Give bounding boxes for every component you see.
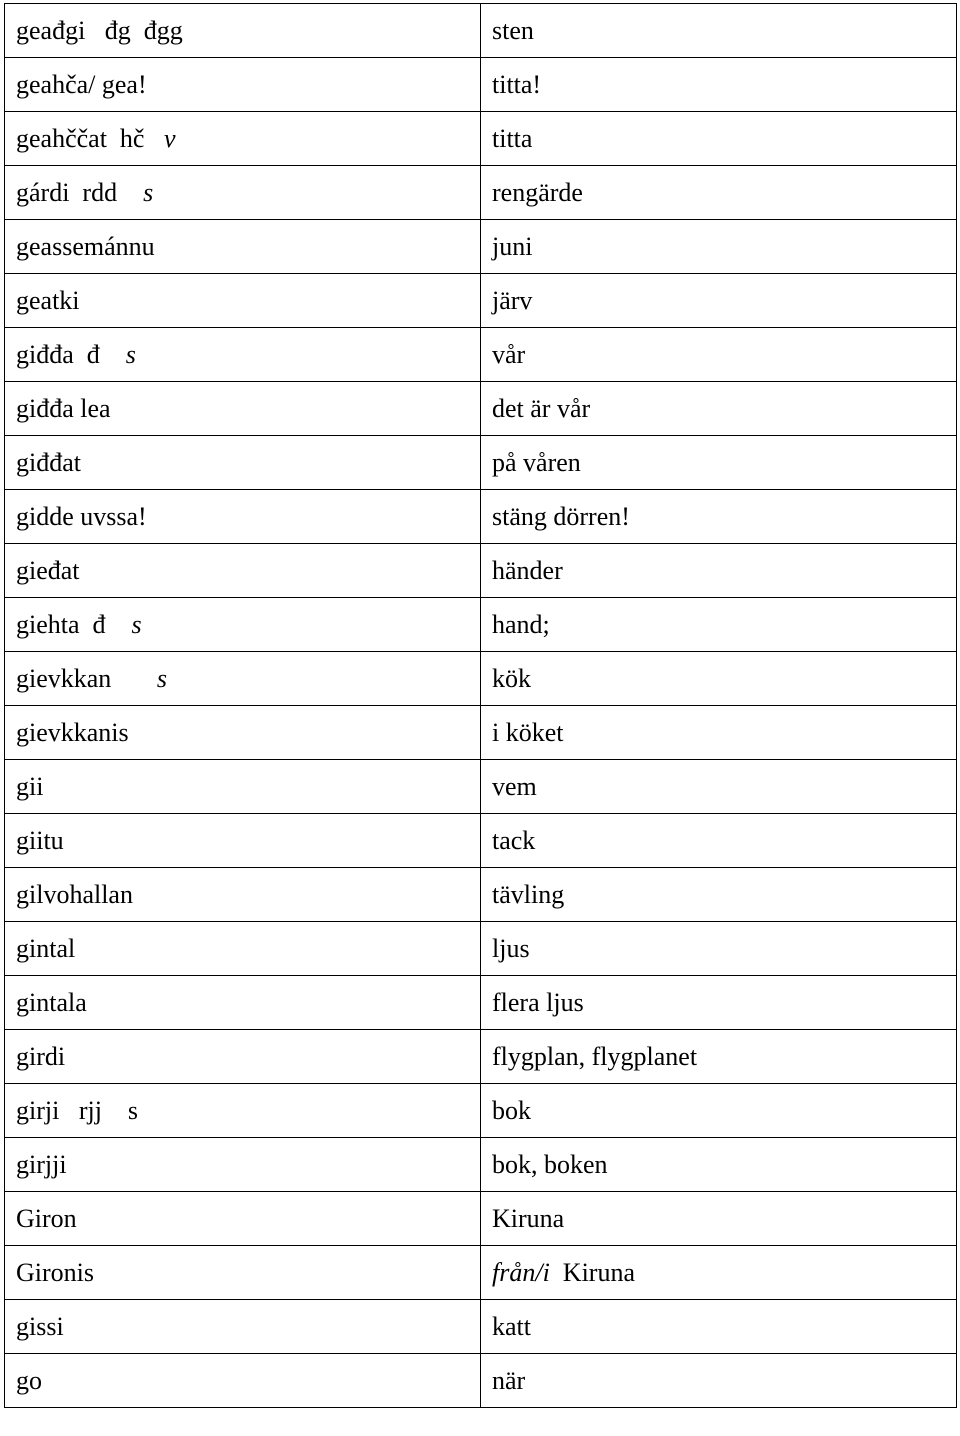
sami-term-cell [5,328,481,382]
term-text: titta! [492,69,542,99]
swedish-translation-cell [481,220,957,274]
swedish-translation-cell [481,274,957,328]
glossary-row [5,814,957,868]
glossary-row [5,382,957,436]
term-text: Kiruna [492,1203,565,1233]
term-text: hand; [492,609,550,639]
term-text: giđđa đ [16,339,126,369]
sami-term-cell [5,1084,481,1138]
term-text: rengärde [492,177,583,207]
sami-term-cell [5,1354,481,1408]
term-text: i köket [492,717,564,747]
swedish-translation-cell [481,4,957,58]
term-text: geassemánnu [16,231,155,261]
term-text: gárdi rdd [16,177,144,207]
sami-term-cell [5,490,481,544]
glossary-row [5,868,957,922]
swedish-translation-cell [481,814,957,868]
swedish-translation-cell [481,112,957,166]
glossary-row [5,220,957,274]
sami-term-cell [5,1246,481,1300]
swedish-translation-cell [481,652,957,706]
term-text: girdi [16,1041,66,1071]
glossary-row [5,922,957,976]
sami-term-cell [5,598,481,652]
sami-term-cell [5,436,481,490]
term-text: gieđat [16,555,80,585]
term-text: tack [492,825,536,855]
glossary-row [5,760,957,814]
term-text: geađgi đg đgg [16,15,183,45]
term-text: när [492,1365,526,1395]
sami-term-cell [5,1192,481,1246]
italic-text: s [125,339,136,369]
term-text: sten [492,15,534,45]
italic-text: v [163,123,176,153]
term-text: go [16,1365,42,1395]
glossary-row [5,166,957,220]
glossary-row [5,976,957,1030]
term-text: juni [492,231,533,261]
sami-term-cell [5,868,481,922]
sami-term-cell [5,274,481,328]
sami-term-cell [5,1300,481,1354]
glossary-row [5,112,957,166]
sami-term-cell [5,814,481,868]
sami-term-cell [5,58,481,112]
swedish-translation-cell [481,1354,957,1408]
swedish-translation-cell [481,544,957,598]
glossary-row [5,274,957,328]
italic-text: från/i [492,1257,550,1287]
term-text: titta [492,123,533,153]
swedish-translation-cell [481,598,957,652]
glossary-row [5,1354,957,1408]
term-text: vår [492,339,526,369]
glossary-row [5,598,957,652]
sami-term-cell [5,1030,481,1084]
term-text: gidde uvssa! [16,501,147,531]
sami-term-cell [5,382,481,436]
glossary-table [4,3,957,1408]
swedish-translation-cell [481,166,957,220]
term-text: geahččat hč [16,123,164,153]
glossary-row [5,436,957,490]
term-text: Kiruna [549,1257,635,1287]
swedish-translation-cell [481,706,957,760]
term-text: bok, boken [492,1149,608,1179]
term-text: gii [16,771,44,801]
term-text: geatki [16,285,80,315]
term-text: järv [492,285,533,315]
italic-text: s [156,663,167,693]
swedish-translation-cell [481,1300,957,1354]
glossary-row [5,1300,957,1354]
term-text: tävling [492,879,565,909]
swedish-translation-cell [481,922,957,976]
term-text: giđđat [16,447,81,477]
sami-term-cell [5,976,481,1030]
term-text: katt [492,1311,531,1341]
term-text: flygplan, flygplanet [492,1041,698,1071]
swedish-translation-cell [481,1030,957,1084]
sami-term-cell [5,544,481,598]
term-text: ljus [492,933,530,963]
term-text: flera ljus [492,987,584,1017]
swedish-translation-cell [481,976,957,1030]
term-text: gievkkanis [16,717,129,747]
term-text: giđđa lea [16,393,111,423]
swedish-translation-cell [481,58,957,112]
glossary-row [5,1192,957,1246]
term-text: Giron [16,1203,77,1233]
glossary-row [5,1138,957,1192]
swedish-translation-cell [481,328,957,382]
swedish-translation-cell [481,1084,957,1138]
glossary-row [5,544,957,598]
term-text: gintala [16,987,87,1017]
glossary-row [5,328,957,382]
sami-term-cell [5,922,481,976]
sami-term-cell [5,166,481,220]
sami-term-cell [5,220,481,274]
term-text: gilvohallan [16,879,133,909]
sami-term-cell [5,112,481,166]
sami-term-cell [5,760,481,814]
term-text: gissi [16,1311,64,1341]
term-text: giehta đ [16,609,132,639]
swedish-translation-cell [481,382,957,436]
sami-term-cell [5,652,481,706]
term-text: händer [492,555,563,585]
glossary-row [5,58,957,112]
glossary-row [5,652,957,706]
term-text: stäng dörren! [492,501,630,531]
swedish-translation-cell [481,1192,957,1246]
glossary-row [5,1246,957,1300]
term-text: girji rjj s [16,1095,139,1125]
term-text: geahča/ gea! [16,69,147,99]
term-text: gievkkan [16,663,157,693]
glossary-row [5,706,957,760]
glossary-row [5,490,957,544]
italic-text: s [143,177,154,207]
term-text: bok [492,1095,531,1125]
italic-text: s [131,609,142,639]
swedish-translation-cell [481,436,957,490]
term-text: girjji [16,1149,67,1179]
glossary-row [5,1030,957,1084]
swedish-translation-cell [481,1138,957,1192]
term-text: kök [492,663,531,693]
term-text: gintal [16,933,76,963]
term-text: på våren [492,447,581,477]
sami-term-cell [5,4,481,58]
term-text: giitu [16,825,64,855]
term-text: det är vår [492,393,591,423]
swedish-translation-cell [481,760,957,814]
glossary-body [5,4,957,1408]
sami-term-cell [5,1138,481,1192]
swedish-translation-cell [481,868,957,922]
swedish-translation-cell [481,490,957,544]
glossary-row [5,1084,957,1138]
glossary-row [5,4,957,58]
sami-term-cell [5,706,481,760]
term-text: Gironis [16,1257,94,1287]
term-text: vem [492,771,537,801]
swedish-translation-cell [481,1246,957,1300]
